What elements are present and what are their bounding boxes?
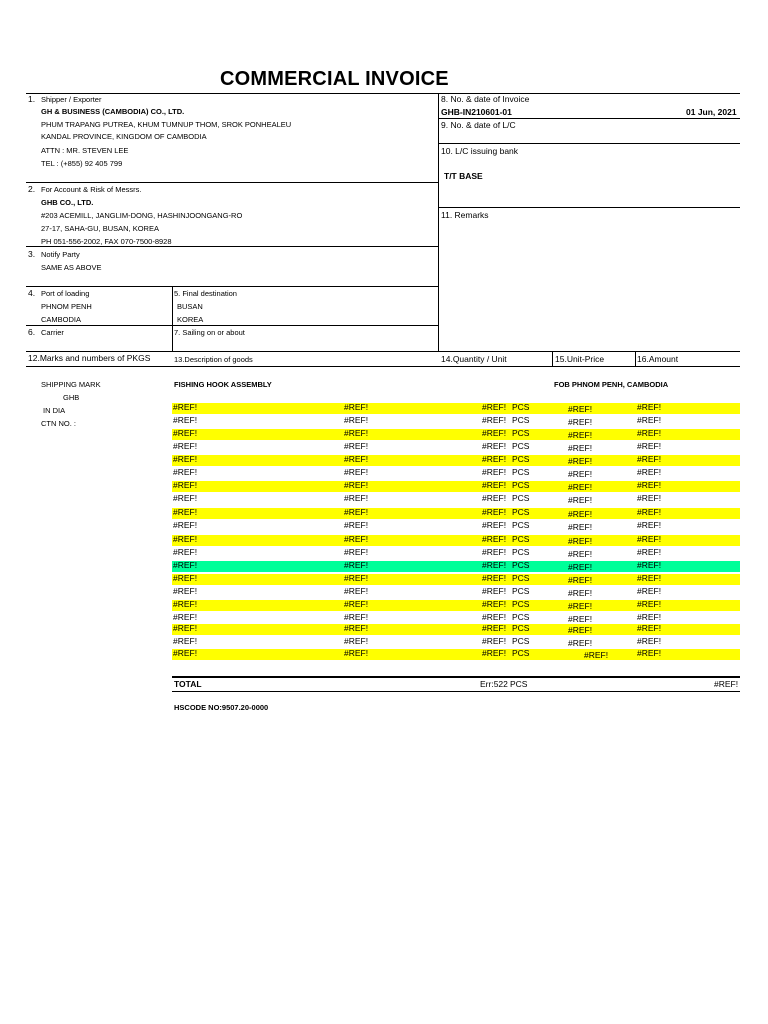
lc-label: 9. No. & date of L/C [441, 120, 516, 130]
header-top-rule [26, 351, 740, 352]
item-unit-cell: PCS [512, 480, 530, 490]
item-qty-cell: #REF! [482, 454, 507, 464]
item-price-cell: #REF! [568, 575, 593, 585]
item-amount-cell: #REF! [637, 573, 662, 583]
notify-value: SAME AS ABOVE [41, 263, 102, 272]
item-qty-cell: #REF! [482, 534, 507, 544]
item-unit-cell: PCS [512, 493, 530, 503]
item-c2-cell: #REF! [344, 648, 369, 658]
item-unit-cell: PCS [512, 441, 530, 451]
item-price-cell: #REF! [568, 495, 593, 505]
shipper-rule [26, 182, 438, 183]
item-row [172, 494, 740, 505]
account-address-2: 27-17, SAHA-GU, BUSAN, KOREA [41, 224, 159, 233]
header-amount: 16.Amount [637, 354, 679, 364]
item-c1-cell: #REF! [173, 636, 198, 646]
item-c2-cell: #REF! [344, 454, 369, 464]
item-amount-cell: #REF! [637, 534, 662, 544]
sailing-label: 7. Sailing on or about [174, 328, 245, 337]
item-qty-cell: #REF! [482, 507, 507, 517]
header-marks: 12.Marks and numbers of PKGS [28, 353, 151, 363]
shipper-name: GH & BUSINESS (CAMBODIA) CO., LTD. [41, 107, 185, 116]
item-price-cell: #REF! [568, 588, 593, 598]
item-c1-cell: #REF! [173, 454, 198, 464]
top-rule [26, 93, 740, 94]
center-divider [438, 93, 439, 352]
item-unit-cell: PCS [512, 636, 530, 646]
shipping-mark-label: SHIPPING MARK [41, 380, 101, 389]
remarks-label: 11. Remarks [441, 210, 489, 220]
item-c1-cell: #REF! [173, 547, 198, 557]
item-row [172, 521, 740, 532]
item-c1-cell: #REF! [173, 520, 198, 530]
item-c2-cell: #REF! [344, 636, 369, 646]
item-qty-cell: #REF! [482, 599, 507, 609]
item-qty-cell: #REF! [482, 560, 507, 570]
item-qty-cell: #REF! [482, 648, 507, 658]
item-unit-cell: PCS [512, 560, 530, 570]
item-amount-cell: #REF! [637, 428, 662, 438]
item-qty-cell: #REF! [482, 520, 507, 530]
item-c2-cell: #REF! [344, 547, 369, 557]
item-amount-cell: #REF! [637, 648, 662, 658]
item-price-cell: #REF! [568, 562, 593, 572]
total-label: TOTAL [174, 679, 202, 689]
loading-line-2: CAMBODIA [41, 315, 82, 324]
item-row [172, 455, 740, 466]
item-qty-cell: #REF! [482, 547, 507, 557]
item-row [172, 416, 740, 427]
item-row [172, 624, 740, 635]
item-unit-cell: PCS [512, 534, 530, 544]
item-unit-cell: PCS [512, 454, 530, 464]
item-row [172, 403, 740, 414]
item-row [172, 442, 740, 453]
item-c1-cell: #REF! [173, 599, 198, 609]
item-amount-cell: #REF! [637, 547, 662, 557]
shipper-attn: ATTN : MR. STEVEN LEE [41, 146, 129, 155]
item-unit-cell: PCS [512, 520, 530, 530]
item-c1-cell: #REF! [173, 480, 198, 490]
item-c2-cell: #REF! [344, 586, 369, 596]
item-price-cell: #REF! [568, 509, 593, 519]
item-row [172, 468, 740, 479]
total-amount: #REF! [714, 679, 739, 689]
item-amount-cell: #REF! [637, 454, 662, 464]
item-price-cell: #REF! [568, 601, 593, 611]
item-price-cell: #REF! [568, 417, 593, 427]
item-c1-cell: #REF! [173, 612, 198, 622]
loading-num: 4. [28, 288, 36, 298]
item-c1-cell: #REF! [173, 467, 198, 477]
item-price-cell: #REF! [568, 443, 593, 453]
item-unit-cell: PCS [512, 648, 530, 658]
item-unit-cell: PCS [512, 507, 530, 517]
invoice-rule [438, 118, 740, 119]
price-divider [552, 351, 553, 366]
item-price-cell: #REF! [568, 430, 593, 440]
item-price-cell: #REF! [568, 482, 593, 492]
item-price-cell: #REF! [568, 614, 593, 624]
item-c1-cell: #REF! [173, 534, 198, 544]
item-qty-cell: #REF! [482, 612, 507, 622]
destination-label: 5. Final destination [174, 289, 237, 298]
shipper-address-1: PHUM TRAPANG PUTREA, KHUM TUMNUP THOM, SROK PONHEALEU [41, 120, 292, 129]
item-amount-cell: #REF! [637, 636, 662, 646]
invoice-label: 8. No. & date of Invoice [441, 94, 530, 104]
port-divider [172, 286, 173, 352]
shipping-mark-ctn: CTN NO. : [41, 419, 76, 428]
item-c1-cell: #REF! [173, 428, 198, 438]
item-amount-cell: #REF! [637, 599, 662, 609]
item-price-cell: #REF! [568, 536, 593, 546]
loading-line-1: PHNOM PENH [41, 302, 92, 311]
bank-value: T/T BASE [444, 171, 483, 181]
item-c2-cell: #REF! [344, 573, 369, 583]
item-row [172, 637, 740, 648]
port-rule [26, 325, 438, 326]
item-row [172, 548, 740, 559]
item-c2-cell: #REF! [344, 520, 369, 530]
header-unit-price: 15.Unit-Price [555, 354, 605, 364]
item-qty-cell: #REF! [482, 441, 507, 451]
carrier-num: 6. [28, 327, 36, 337]
item-qty-cell: #REF! [482, 623, 507, 633]
amount-divider [635, 351, 636, 366]
destination-line-2: KOREA [177, 315, 204, 324]
shipping-mark-origin: IN DIA [43, 406, 66, 415]
item-amount-cell: #REF! [637, 402, 662, 412]
item-c2-cell: #REF! [344, 467, 369, 477]
goods-terms: FOB PHNOM PENH, CAMBODIA [554, 380, 669, 389]
account-address-1: #203 ACEMILL, JANGLIM-DONG, HASHINJOONGANG-RO [41, 211, 243, 220]
item-row [172, 508, 740, 519]
total-bottom-rule [172, 691, 740, 692]
item-row [172, 600, 740, 611]
item-row [172, 535, 740, 546]
item-c2-cell: #REF! [344, 402, 369, 412]
item-price-cell: #REF! [568, 469, 593, 479]
shipper-label: Shipper / Exporter [41, 95, 102, 104]
item-c2-cell: #REF! [344, 428, 369, 438]
item-qty-cell: #REF! [482, 493, 507, 503]
item-row [172, 574, 740, 585]
item-c1-cell: #REF! [173, 402, 198, 412]
item-qty-cell: #REF! [482, 415, 507, 425]
lc-rule [438, 143, 740, 144]
item-c2-cell: #REF! [344, 623, 369, 633]
item-amount-cell: #REF! [637, 560, 662, 570]
item-amount-cell: #REF! [637, 415, 662, 425]
invoice-number: GHB-IN210601-01 [441, 107, 512, 117]
item-c2-cell: #REF! [344, 493, 369, 503]
notify-rule [26, 286, 438, 287]
item-c1-cell: #REF! [173, 415, 198, 425]
item-qty-cell: #REF! [482, 636, 507, 646]
item-price-cell: #REF! [568, 625, 593, 635]
item-row [172, 481, 740, 492]
item-amount-cell: #REF! [637, 441, 662, 451]
notify-label: Notify Party [41, 250, 80, 259]
shipping-mark-brand: GHB [63, 393, 80, 402]
item-qty-cell: #REF! [482, 428, 507, 438]
item-amount-cell: #REF! [637, 612, 662, 622]
item-qty-cell: #REF! [482, 402, 507, 412]
item-price-cell: #REF! [568, 456, 593, 466]
item-amount-cell: #REF! [637, 520, 662, 530]
item-c1-cell: #REF! [173, 586, 198, 596]
item-unit-cell: PCS [512, 599, 530, 609]
item-c2-cell: #REF! [344, 480, 369, 490]
item-row [172, 649, 740, 660]
item-c2-cell: #REF! [344, 612, 369, 622]
shipper-address-2: KANDAL PROVINCE, KINGDOM OF CAMBODIA [41, 132, 207, 141]
item-c2-cell: #REF! [344, 507, 369, 517]
item-price-cell: #REF! [584, 650, 609, 660]
item-qty-cell: #REF! [482, 480, 507, 490]
carrier-label: Carrier [41, 328, 64, 337]
item-c1-cell: #REF! [173, 441, 198, 451]
goods-description: FISHING HOOK ASSEMBLY [174, 380, 272, 389]
item-row [172, 587, 740, 598]
item-qty-cell: #REF! [482, 573, 507, 583]
item-amount-cell: #REF! [637, 493, 662, 503]
total-rule [172, 676, 740, 678]
bank-label: 10. L/C issuing bank [441, 146, 519, 156]
item-unit-cell: PCS [512, 623, 530, 633]
item-row [172, 561, 740, 572]
document-title: COMMERCIAL INVOICE [220, 68, 449, 90]
item-amount-cell: #REF! [637, 623, 662, 633]
item-unit-cell: PCS [512, 467, 530, 477]
total-unit: PCS [510, 679, 528, 689]
header-description: 13.Description of goods [174, 355, 253, 364]
item-c1-cell: #REF! [173, 560, 198, 570]
invoice-date: 01 Jun, 2021 [686, 107, 737, 117]
header-quantity: 14.Quantity / Unit [441, 354, 507, 364]
item-unit-cell: PCS [512, 415, 530, 425]
item-unit-cell: PCS [512, 573, 530, 583]
item-c1-cell: #REF! [173, 573, 198, 583]
item-price-cell: #REF! [568, 638, 593, 648]
account-name: GHB CO., LTD. [41, 198, 94, 207]
item-c2-cell: #REF! [344, 560, 369, 570]
total-quantity: Err:522 [480, 679, 508, 689]
account-rule [26, 246, 438, 247]
item-qty-cell: #REF! [482, 586, 507, 596]
item-c2-cell: #REF! [344, 599, 369, 609]
item-c2-cell: #REF! [344, 441, 369, 451]
item-c2-cell: #REF! [344, 415, 369, 425]
destination-line-1: BUSAN [177, 302, 203, 311]
account-num: 2. [28, 184, 36, 194]
item-c1-cell: #REF! [173, 648, 198, 658]
item-c1-cell: #REF! [173, 507, 198, 517]
item-amount-cell: #REF! [637, 467, 662, 477]
item-unit-cell: PCS [512, 402, 530, 412]
item-qty-cell: #REF! [482, 467, 507, 477]
item-amount-cell: #REF! [637, 586, 662, 596]
item-price-cell: #REF! [568, 522, 593, 532]
item-unit-cell: PCS [512, 612, 530, 622]
hs-code: HSCODE NO:9507.20-0000 [174, 703, 269, 712]
item-unit-cell: PCS [512, 428, 530, 438]
bank-rule [438, 207, 740, 208]
shipper-num: 1. [28, 94, 36, 104]
item-unit-cell: PCS [512, 547, 530, 557]
notify-num: 3. [28, 249, 36, 259]
item-amount-cell: #REF! [637, 507, 662, 517]
account-label: For Account & Risk of Messrs. [41, 185, 142, 194]
item-amount-cell: #REF! [637, 480, 662, 490]
item-c2-cell: #REF! [344, 534, 369, 544]
loading-label: Port of loading [41, 289, 90, 298]
shipper-tel: TEL : (+855) 92 405 799 [41, 159, 123, 168]
account-phone: PH 051-556-2002, FAX 070-7500-8928 [41, 237, 172, 246]
item-price-cell: #REF! [568, 404, 593, 414]
item-row [172, 429, 740, 440]
item-c1-cell: #REF! [173, 493, 198, 503]
header-bottom-rule [26, 366, 740, 367]
item-c1-cell: #REF! [173, 623, 198, 633]
item-unit-cell: PCS [512, 586, 530, 596]
item-price-cell: #REF! [568, 549, 593, 559]
